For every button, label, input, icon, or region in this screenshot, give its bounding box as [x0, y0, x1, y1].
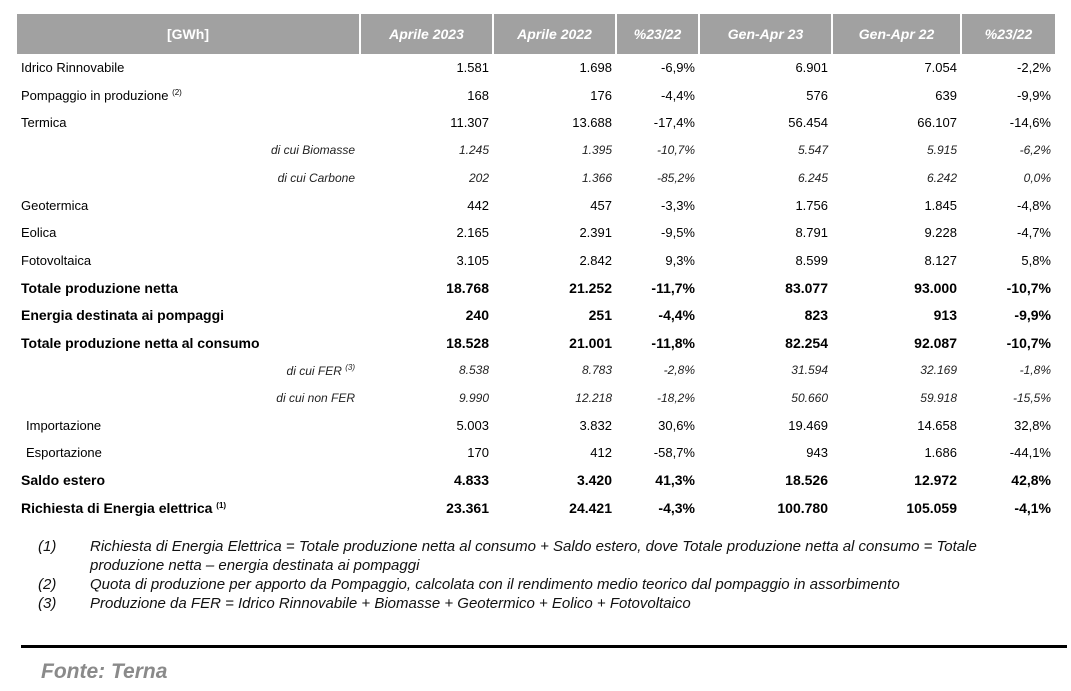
cell-value: -1,8% — [1019, 363, 1051, 378]
table-row — [17, 439, 1055, 467]
cell-value: 1.756 — [795, 197, 828, 213]
cell-value: 59.918 — [920, 390, 957, 405]
cell-value: 168 — [467, 87, 489, 103]
header-row — [17, 14, 1055, 54]
cell-value: 21.001 — [569, 334, 612, 351]
cell-value: -2,2% — [1017, 60, 1051, 76]
cell-value: -4,4% — [661, 87, 695, 103]
cell-value: -85,2% — [656, 170, 695, 185]
table-body — [17, 54, 1055, 522]
row-label — [17, 302, 360, 330]
cell-value: 5.547 — [797, 143, 828, 158]
table-row — [17, 82, 1055, 110]
cell-value: 3.420 — [576, 472, 612, 489]
cell-value: -6,9% — [661, 60, 695, 76]
row-label-text: Energia destinata ai pompaggi — [21, 307, 225, 324]
footnote — [38, 575, 1048, 594]
cell-value: -4,7% — [1017, 225, 1051, 241]
row-label — [17, 274, 360, 302]
table-row — [17, 412, 1055, 440]
row-label-text: Idrico Rinnovabile — [21, 60, 125, 76]
cell-value: 18.526 — [785, 472, 828, 489]
cell-value: -17,4% — [653, 115, 695, 131]
cell-value: 18.768 — [446, 279, 489, 296]
cell-value: 13.688 — [572, 115, 612, 131]
cell-value: 9.990 — [458, 390, 489, 405]
row-label-text: Termica — [21, 115, 67, 131]
cell-value: 576 — [806, 87, 828, 103]
header-col: Gen-Apr 23 — [699, 14, 832, 54]
cell-value: 1.366 — [581, 170, 612, 185]
cell-value: 12.972 — [914, 472, 957, 489]
cell-value: 6.242 — [926, 170, 957, 185]
cell-value: 1.698 — [579, 60, 612, 76]
row-label-text: Importazione — [26, 417, 102, 433]
header-col: Aprile 2023 — [360, 14, 493, 54]
cell-value: 1.581 — [456, 60, 489, 76]
cell-value: 913 — [933, 307, 957, 324]
cell-value: -11,7% — [651, 279, 695, 296]
footnote-number: (3) — [38, 595, 57, 612]
cell-value: -14,6% — [1009, 115, 1051, 131]
table-row — [17, 164, 1055, 192]
cell-value: 19.469 — [788, 417, 828, 433]
cell-value: -58,7% — [653, 445, 695, 461]
cell-value: 4.833 — [453, 472, 489, 489]
cell-value: 170 — [467, 445, 489, 461]
table-row — [17, 247, 1055, 275]
cell-value: 457 — [590, 197, 612, 213]
row-label — [17, 82, 360, 110]
cell-value: 92.087 — [914, 334, 957, 351]
row-label — [17, 412, 360, 440]
cell-value: 66.107 — [917, 115, 957, 131]
footnote — [38, 537, 1048, 575]
cell-value: 93.000 — [914, 279, 957, 296]
table-row — [17, 329, 1055, 357]
cell-value: -4,4% — [658, 307, 695, 324]
cell-value: -4,1% — [1014, 499, 1051, 516]
cell-value: 8.791 — [795, 225, 828, 241]
cell-value: 12.218 — [575, 390, 612, 405]
row-label — [17, 54, 360, 82]
cell-value: 14.658 — [917, 417, 957, 433]
cell-value: -10,7% — [656, 143, 695, 158]
cell-value: -15,5% — [1012, 390, 1051, 405]
cell-value: 639 — [935, 87, 957, 103]
footnote-ref: (1) — [216, 500, 227, 510]
table-row — [17, 109, 1055, 137]
cell-value: 18.528 — [446, 334, 489, 351]
cell-value: 32,8% — [1014, 417, 1051, 433]
header-col: %23/22 — [961, 14, 1055, 54]
footnote-number: (2) — [38, 576, 57, 593]
cell-value: 0,0% — [1023, 170, 1051, 185]
cell-value: 8.599 — [795, 252, 828, 268]
row-label-text: Pompaggio in produzione — [21, 87, 169, 103]
cell-value: 1.686 — [924, 445, 957, 461]
cell-value: 8.783 — [581, 363, 612, 378]
cell-value: -9,5% — [661, 225, 695, 241]
cell-value: 83.077 — [785, 279, 828, 296]
cell-value: 2.391 — [579, 225, 612, 241]
row-label — [17, 329, 360, 357]
footnote-text: Quota di produzione per apporto da Pompaggio, calcolata con il rendimento medio teorico dal pompaggio in assorbimento — [90, 576, 900, 593]
table-row — [17, 54, 1055, 82]
row-label — [17, 494, 360, 522]
cell-value: -11,8% — [651, 334, 695, 351]
cell-value: 8.127 — [924, 252, 957, 268]
row-label — [17, 192, 360, 220]
cell-value: 1.845 — [924, 197, 957, 213]
cell-value: -4,3% — [658, 499, 695, 516]
cell-value: 412 — [590, 445, 612, 461]
cell-value: 202 — [468, 170, 489, 185]
table-row — [17, 357, 1055, 385]
cell-value: -18,2% — [656, 390, 695, 405]
row-label-text: Esportazione — [26, 445, 102, 461]
row-label — [17, 439, 360, 467]
footnote-text: Produzione da FER = Idrico Rinnovabile + Biomasse + Geotermico + Eolico + Fotovoltaico — [90, 595, 691, 612]
header-col: %23/22 — [616, 14, 699, 54]
cell-value: -44,1% — [1009, 445, 1051, 461]
cell-value: 24.421 — [569, 499, 612, 516]
footnote — [38, 594, 1048, 613]
cell-value: 2.165 — [456, 225, 489, 241]
cell-value: 21.252 — [569, 279, 612, 296]
row-label — [17, 384, 360, 412]
table-row — [17, 302, 1055, 330]
cell-value: -4,8% — [1017, 197, 1051, 213]
cell-value: 23.361 — [446, 499, 489, 516]
cell-value: 6.901 — [795, 60, 828, 76]
row-label-text: Fotovoltaica — [21, 252, 92, 268]
cell-value: 240 — [465, 307, 489, 324]
footnote-ref: (2) — [172, 87, 182, 97]
cell-value: 442 — [467, 197, 489, 213]
row-label-text: Eolica — [21, 225, 57, 241]
cell-value: 7.054 — [924, 60, 957, 76]
row-label-text: di cui Carbone — [277, 170, 355, 185]
table-row — [17, 494, 1055, 522]
cell-value: -10,7% — [1006, 334, 1051, 351]
cell-value: 9,3% — [665, 252, 695, 268]
cell-value: -10,7% — [1006, 279, 1051, 296]
cell-value: 3.832 — [579, 417, 612, 433]
cell-value: 11.307 — [450, 115, 489, 131]
header-col: Aprile 2022 — [493, 14, 616, 54]
cell-value: -9,9% — [1017, 87, 1051, 103]
cell-value: -2,8% — [663, 363, 695, 378]
cell-value: 251 — [588, 307, 612, 324]
row-label — [17, 219, 360, 247]
divider-line — [21, 645, 1067, 648]
cell-value: 50.660 — [791, 390, 828, 405]
cell-value: 5.915 — [926, 143, 957, 158]
table-row — [17, 192, 1055, 220]
row-label-text: di cui FER — [286, 363, 342, 378]
cell-value: 823 — [804, 307, 828, 324]
table-header — [17, 14, 1055, 54]
cell-value: 105.059 — [906, 499, 957, 516]
cell-value: 176 — [590, 87, 612, 103]
cell-value: -9,9% — [1014, 307, 1051, 324]
cell-value: 943 — [806, 445, 828, 461]
row-label-text: Totale produzione netta — [21, 279, 178, 296]
cell-value: 82.254 — [785, 334, 828, 351]
cell-value: 1.395 — [581, 143, 612, 158]
header-col: Gen-Apr 22 — [832, 14, 961, 54]
cell-value: 8.538 — [458, 363, 489, 378]
footnotes — [38, 537, 1048, 613]
table-row — [17, 137, 1055, 165]
cell-value: 5.003 — [456, 417, 489, 433]
row-label-text: Richiesta di Energia elettrica — [21, 499, 213, 516]
cell-value: 30,6% — [658, 417, 695, 433]
cell-value: 100.780 — [777, 499, 828, 516]
cell-value: 1.245 — [458, 143, 489, 158]
table-row — [17, 467, 1055, 495]
row-label-text: Geotermica — [21, 197, 89, 213]
cell-value: -3,3% — [661, 197, 695, 213]
table-row — [17, 274, 1055, 302]
cell-value: 2.842 — [579, 252, 612, 268]
row-label — [17, 109, 360, 137]
cell-value: -6,2% — [1019, 143, 1051, 158]
footnote-text: Richiesta di Energia Elettrica = Totale produzione netta al consumo + Saldo estero, dove Totale produzione netta al consumo = Totale produzione netta – energia destinata ai pompaggi — [90, 538, 977, 574]
row-label — [17, 247, 360, 275]
row-label-text: Saldo estero — [21, 472, 106, 489]
cell-value: 41,3% — [655, 472, 695, 489]
header-unit: [GWh] — [17, 14, 360, 54]
source-label: Fonte: Terna — [41, 660, 168, 683]
cell-value: 31.594 — [791, 363, 828, 378]
row-label — [17, 164, 360, 192]
cell-value: 56.454 — [788, 115, 828, 131]
row-label — [17, 357, 360, 385]
footnote-number: (1) — [38, 538, 57, 555]
table-row — [17, 219, 1055, 247]
cell-value: 9.228 — [924, 225, 957, 241]
row-label — [17, 137, 360, 165]
row-label-text: Totale produzione netta al consumo — [21, 334, 260, 351]
cell-value: 6.245 — [797, 170, 828, 185]
row-label-text: di cui non FER — [276, 390, 355, 405]
cell-value: 42,8% — [1011, 472, 1051, 489]
cell-value: 32.169 — [920, 363, 957, 378]
cell-value: 3.105 — [456, 252, 489, 268]
footnote-ref: (3) — [345, 362, 355, 372]
table-row — [17, 384, 1055, 412]
row-label-text: di cui Biomasse — [270, 143, 355, 158]
row-label — [17, 467, 360, 495]
energy-balance-table — [17, 14, 1055, 522]
cell-value: 5,8% — [1021, 252, 1051, 268]
